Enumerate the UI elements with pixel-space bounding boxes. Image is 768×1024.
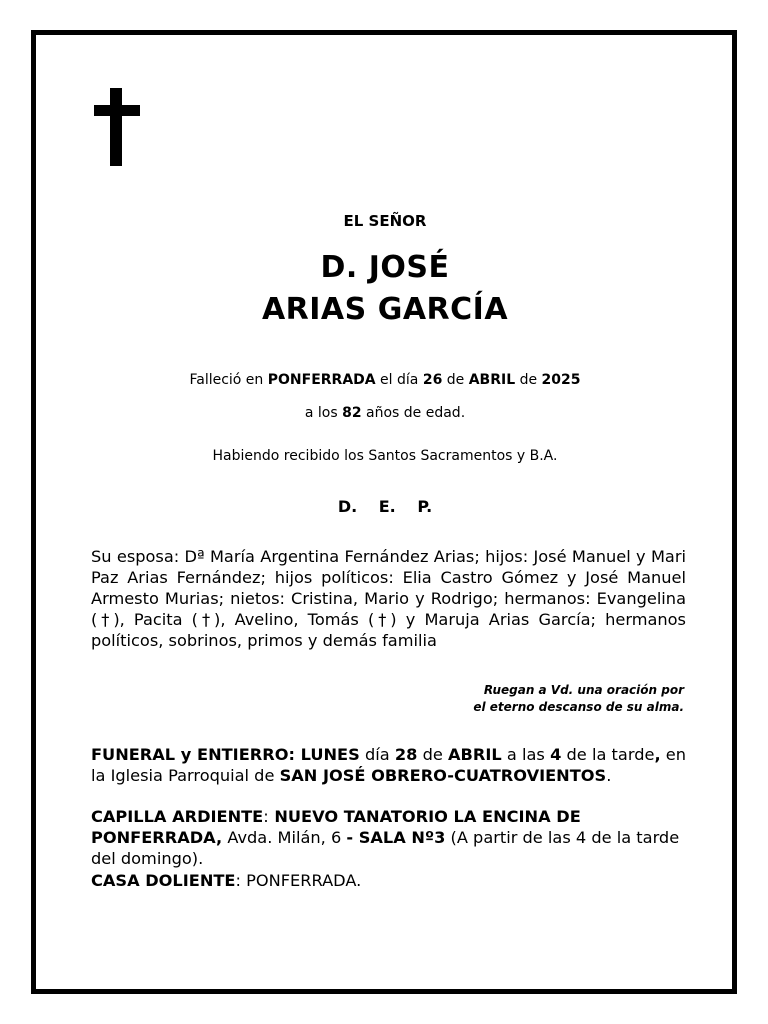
honorific: EL SEÑOR [343, 212, 427, 230]
family-text: Su esposa: Dª María Argentina Fernández Arias; hijos: José Manuel y Mari Paz Arias Fernández; hijos políticos: Elia Castro Gómez y José Manuel Armesto Murias; nietos: Cristina, Mario y Rodrigo; hermanos: Evangelina (†), Pacita (†), Avelino, Tomás (†) y Maruja Arias García; hermanos políticos, sobrinos, primos y demás familia [91, 547, 686, 650]
chapel-venue: NUEVO TANATORIO LA ENCINA DE PONFERRADA, [91, 807, 581, 847]
age-years: 82 [342, 405, 362, 421]
deceased-name-line2: ARIAS GARCÍA [261, 292, 509, 327]
prayer-line1: Ruegan a Vd. una oración por [483, 683, 684, 697]
funeral-info: FUNERAL y ENTIERRO: LUNES día 28 de ABRIL a las 4 de la tarde, en la Iglesia Parroquial de SAN JOSÉ OBRERO-CUATROVIENTOS. [91, 745, 687, 785]
death-month: ABRIL [468, 372, 516, 388]
cross-icon [94, 88, 140, 166]
death-day: 26 [422, 372, 443, 388]
age-info: a los 82 años de edad. [304, 405, 466, 421]
death-place: PONFERRADA [267, 372, 376, 388]
chapel-label: CAPILLA ARDIENTE [91, 807, 264, 826]
sacraments-text: Habiendo recibido los Santos Sacramentos y B.A. [212, 448, 558, 464]
house-label: CASA DOLIENTE [91, 871, 236, 890]
house-info: CASA DOLIENTE: PONFERRADA. [91, 871, 362, 890]
death-info: Falleció en PONFERRADA el día 26 de ABRIL de 2025 [189, 372, 581, 388]
prayer-text [284, 682, 684, 716]
funeral-label: FUNERAL y ENTIERRO: [91, 745, 295, 764]
church-name: SAN JOSÉ OBRERO-CUATROVIENTOS [279, 766, 607, 785]
deceased-name-line1: D. JOSÉ [320, 250, 450, 285]
dep-text: D. E. P. [337, 497, 433, 516]
death-year: 2025 [541, 372, 581, 388]
chapel-info: CAPILLA ARDIENTE: NUEVO TANATORIO LA ENCINA DE PONFERRADA, Avda. Milán, 6 - SALA Nº3 (A partir de las 4 de la tarde del domingo). [91, 807, 680, 868]
chapel-room: - SALA Nº3 [346, 828, 446, 847]
house-value: PONFERRADA. [240, 871, 362, 890]
prayer-line2: el eterno descanso de su alma. [473, 700, 684, 714]
